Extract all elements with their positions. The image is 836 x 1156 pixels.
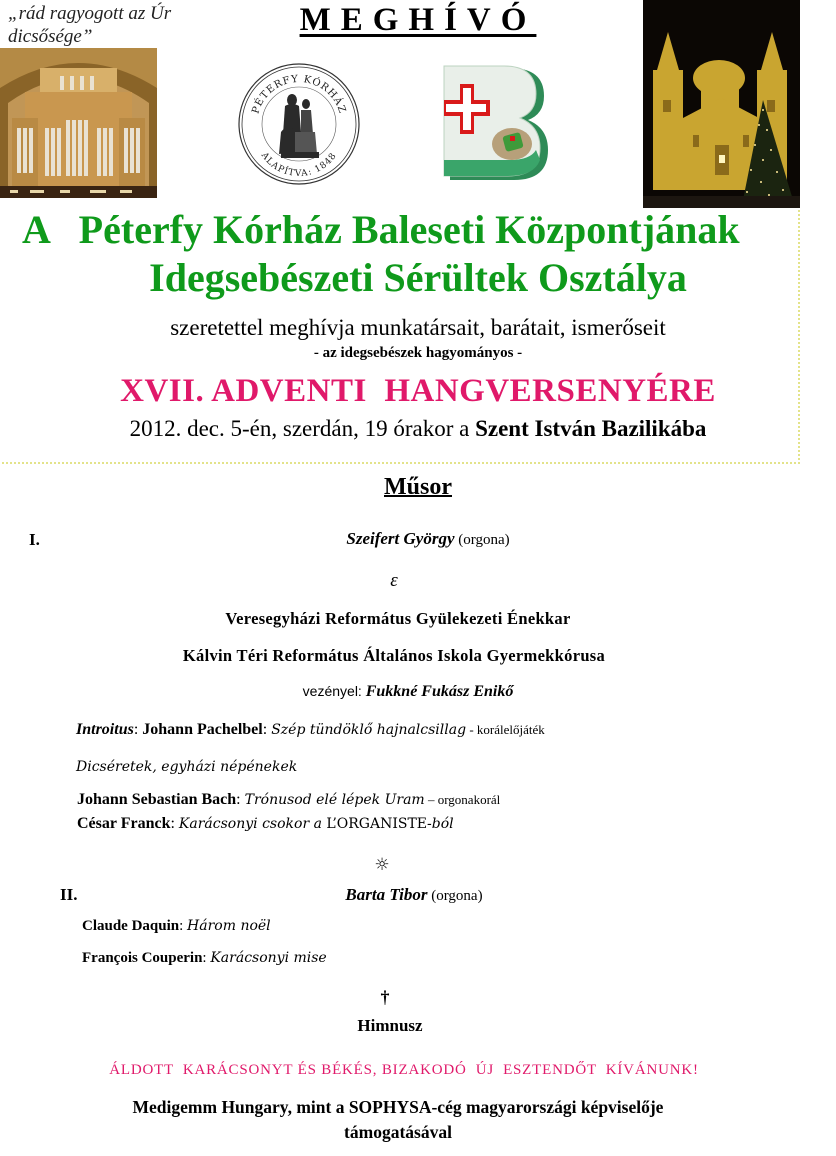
sun-separator-icon: ☼ <box>374 855 390 875</box>
separator: : <box>170 815 179 832</box>
event-venue: Szent István Bazilikába <box>475 416 707 441</box>
program-title: Műsor <box>384 474 452 500</box>
quote-line-2: dicsősége” <box>8 26 93 47</box>
part-1-instrument: (orgona) <box>454 532 510 548</box>
composer: Johann Sebastian Bach <box>77 791 237 808</box>
sponsor-line-2: támogatásával <box>344 1122 452 1142</box>
composer: Claude Daquin <box>82 918 180 934</box>
part-1-performer: Szeifert György <box>346 529 455 548</box>
conductor-label: vezényel: <box>302 683 366 699</box>
part-2-performer: Barta Tibor <box>345 885 428 904</box>
dagger-separator-icon: † <box>380 987 390 1007</box>
program-item <box>76 721 545 739</box>
composer: François Couperin <box>82 950 203 966</box>
composer: César Franck <box>77 815 171 832</box>
work-title: Három noël <box>187 918 271 934</box>
work-title: Karácsonyi mise <box>210 950 327 966</box>
seal-top-text: PÉTERFY KÓRHÁZ <box>250 73 348 116</box>
separator: : <box>179 918 188 934</box>
part-2-instrument: (orgona) <box>427 888 483 904</box>
trauma-center-logo <box>440 64 552 182</box>
event-datetime <box>0 416 836 442</box>
sponsor-line-1: Medigemm Hungary, mint a SOPHYSA-cég magyarországi képviselője <box>132 1097 664 1117</box>
work-title-suffix: -ból <box>427 816 454 832</box>
program-item <box>82 950 327 967</box>
seal-bottom-text: ALAPÍTVA: 1848 <box>258 150 340 180</box>
headline-line-1: A Péterfy Kórház Baleseti Központjának <box>22 207 740 252</box>
hospital-seal-logo <box>237 62 361 186</box>
epsilon-separator-icon: ε <box>390 570 398 591</box>
separator: : <box>236 791 245 808</box>
work-title: Trónusod elé lépek Uram <box>244 792 425 808</box>
choir-1: Veresegyházi Református Gyülekezeti Énekkar <box>225 609 571 628</box>
page-title: MEGHÍVÓ <box>299 2 537 38</box>
work-title: Karácsonyi csokor a <box>178 816 327 832</box>
headline-line-2: Idegsebészeti Sérültek Osztálya <box>149 255 687 300</box>
work-note: – orgonakorál <box>424 792 501 807</box>
separator: : <box>202 950 211 966</box>
introitus-label: Introitus <box>76 721 134 738</box>
work-note: - korálelőjáték <box>466 722 545 737</box>
composer: Johann Pachelbel <box>142 721 263 738</box>
event-date: 2012. dec. 5-én, szerdán, 19 órakor a <box>129 416 476 441</box>
work-title: Dicséretek, egyházi népénekek <box>76 759 298 775</box>
part-1-performer-line <box>10 529 836 549</box>
concert-title: XVII. ADVENTI HANGVERSENYÉRE <box>120 373 716 409</box>
program-item <box>82 918 271 935</box>
basilica-night-photo <box>643 0 800 208</box>
part-2-numeral: II. <box>60 885 78 904</box>
program-item <box>76 759 297 775</box>
work-title: Szép tündöklő hajnalcsillag <box>271 722 467 738</box>
conductor-name: Fukkné Fukász Enikő <box>365 683 514 700</box>
tradition-subtitle: - az idegsebészek hagyományos - <box>313 345 523 361</box>
holiday-wish: ÁLDOTT KARÁCSONYT ÉS BÉKÉS, BIZAKODÓ ÚJ ESZTENDŐT KÍVÁNUNK! <box>109 1062 699 1078</box>
quote-line-1: „rád ragyogott az Úr <box>8 3 172 24</box>
conductor-line <box>0 683 826 701</box>
part-1-numeral: I. <box>29 530 40 549</box>
choir-2: Kálvin Téri Református Általános Iskola Gyermekkórusa <box>182 646 606 665</box>
closing-anthem: Himnusz <box>357 1016 423 1035</box>
work-title-upright: L’ORGANISTE <box>326 816 428 832</box>
program-item <box>77 815 454 833</box>
separator: : <box>262 721 272 738</box>
separator: : <box>133 721 143 738</box>
invitation-text: szeretettel meghívja munkatársait, barátait, ismerőseit <box>170 315 666 340</box>
program-item <box>77 791 500 809</box>
organ-photo <box>0 48 157 198</box>
part-2-performer-line <box>0 885 832 905</box>
